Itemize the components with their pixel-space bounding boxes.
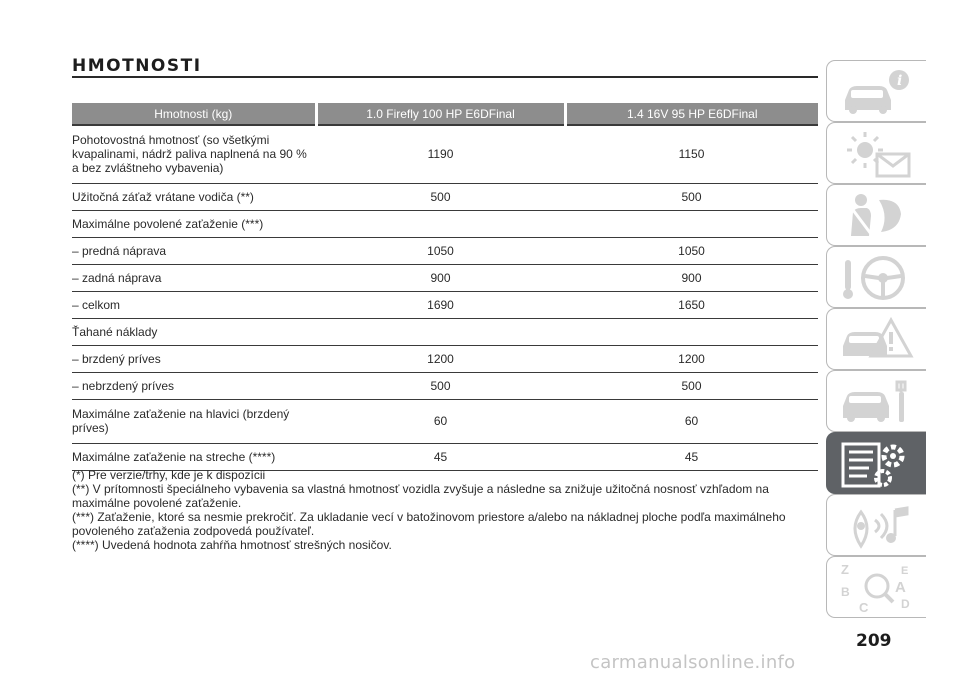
car-emergency-icon bbox=[839, 314, 915, 366]
row-value-engine-1: 900 bbox=[316, 264, 565, 291]
footnote: (**) V prítomnosti špeciálneho vybavenia sa vlastná hmotnosť vozidla zvyšuje a následne sa znižuje užitočná nosnosť vzhľadom na maximálne povolené zaťaženie. bbox=[72, 482, 769, 510]
row-label: – zadná náprava bbox=[72, 264, 316, 291]
table-row bbox=[72, 237, 818, 264]
page-title: HMOTNOSTI bbox=[72, 56, 202, 76]
row-label: Užitočná záťaž vrátane vodiča (**) bbox=[72, 183, 316, 210]
tab-index[interactable] bbox=[826, 556, 926, 618]
table-row bbox=[72, 125, 818, 183]
row-value-engine-2: 1150 bbox=[565, 125, 818, 183]
row-value-engine-2: 1650 bbox=[565, 291, 818, 318]
warning-light-icon bbox=[839, 128, 915, 180]
table-row bbox=[72, 399, 818, 443]
multimedia-icon bbox=[839, 500, 915, 552]
page-number: 209 bbox=[856, 631, 892, 651]
header-engine-2: 1.4 16V 95 HP E6DFinal bbox=[565, 103, 818, 125]
row-value-engine-2: 60 bbox=[565, 399, 818, 443]
row-value-engine-2: 1050 bbox=[565, 237, 818, 264]
row-label: Maximálne zaťaženie na streche (****) bbox=[72, 443, 316, 470]
index-letter: B bbox=[841, 585, 850, 599]
row-value-engine-1: 500 bbox=[316, 372, 565, 399]
table-row bbox=[72, 264, 818, 291]
footnotes bbox=[72, 468, 818, 552]
row-value-engine-2: 1200 bbox=[565, 345, 818, 372]
footnote: (*) Pre verzie/trhy, kde je k dispozícii bbox=[72, 468, 266, 482]
row-value-engine-1: 60 bbox=[316, 399, 565, 443]
header-weights: Hmotnosti (kg) bbox=[72, 103, 316, 125]
row-label: – predná náprava bbox=[72, 237, 316, 264]
row-value-engine-2: 900 bbox=[565, 264, 818, 291]
row-value-engine-1: 1190 bbox=[316, 125, 565, 183]
watermark: carmanualsonline.info bbox=[590, 652, 796, 673]
row-value-engine-2: 500 bbox=[565, 372, 818, 399]
index-letter: Z bbox=[841, 562, 849, 577]
tab-starting-driving[interactable] bbox=[826, 246, 926, 308]
weights-table bbox=[72, 103, 818, 471]
footnote: (****) Uvedená hodnota zahŕňa hmotnosť strešných nosičov. bbox=[72, 538, 392, 552]
tab-car-info[interactable] bbox=[826, 60, 926, 122]
row-value-engine-2 bbox=[565, 210, 818, 237]
row-label: Maximálne povolené zaťaženie (***) bbox=[72, 210, 316, 237]
index-letter: E bbox=[901, 565, 909, 577]
tab-technical-data[interactable] bbox=[826, 432, 926, 494]
index-letter: A bbox=[895, 579, 906, 596]
alphabetical-index-icon bbox=[839, 562, 915, 614]
row-label: Pohotovostná hmotnosť (so všetkými kvapalinami, nádrž paliva naplnená na 90 % a bez zvláštneho vybavenia) bbox=[72, 125, 316, 183]
row-value-engine-1: 500 bbox=[316, 183, 565, 210]
title-rule bbox=[72, 76, 818, 78]
car-maintenance-icon bbox=[839, 376, 915, 428]
index-letter: D bbox=[901, 597, 910, 611]
row-value-engine-1 bbox=[316, 318, 565, 345]
table-header-row bbox=[72, 103, 818, 125]
table-row bbox=[72, 372, 818, 399]
tab-multimedia[interactable] bbox=[826, 494, 926, 556]
row-value-engine-1: 45 bbox=[316, 443, 565, 470]
row-label: Ťahané náklady bbox=[72, 318, 316, 345]
header-engine-1: 1.0 Firefly 100 HP E6DFinal bbox=[316, 103, 565, 125]
tab-emergency[interactable] bbox=[826, 308, 926, 370]
table-row bbox=[72, 291, 818, 318]
row-value-engine-1: 1690 bbox=[316, 291, 565, 318]
row-value-engine-1: 1050 bbox=[316, 237, 565, 264]
row-label: – brzdený príves bbox=[72, 345, 316, 372]
table-row bbox=[72, 443, 818, 470]
index-letter: C bbox=[859, 600, 869, 614]
tab-safety[interactable] bbox=[826, 184, 926, 246]
table-row bbox=[72, 345, 818, 372]
seatbelt-airbag-icon bbox=[839, 190, 915, 242]
row-label: – nebrzdený príves bbox=[72, 372, 316, 399]
technical-data-icon bbox=[839, 438, 915, 490]
table-row bbox=[72, 210, 818, 237]
svg-text:i: i bbox=[897, 73, 903, 89]
footnote: (***) Zaťaženie, ktoré sa nesmie prekročiť. Za ukladanie vecí v batožinovom priestore a/alebo na nákladnej ploche podľa maximálneho povoleného zaťaženia zodpovedá používateľ. bbox=[72, 510, 786, 538]
row-label: – celkom bbox=[72, 291, 316, 318]
row-label: Maximálne zaťaženie na hlavici (brzdený príves) bbox=[72, 399, 316, 443]
car-info-icon bbox=[839, 66, 915, 118]
row-value-engine-1: 1200 bbox=[316, 345, 565, 372]
tab-warning-lights[interactable] bbox=[826, 122, 926, 184]
row-value-engine-1 bbox=[316, 210, 565, 237]
table-row bbox=[72, 318, 818, 345]
row-value-engine-2: 500 bbox=[565, 183, 818, 210]
row-value-engine-2 bbox=[565, 318, 818, 345]
table-row bbox=[72, 183, 818, 210]
row-value-engine-2: 45 bbox=[565, 443, 818, 470]
tab-maintenance[interactable] bbox=[826, 370, 926, 432]
steering-key-icon bbox=[839, 252, 915, 304]
